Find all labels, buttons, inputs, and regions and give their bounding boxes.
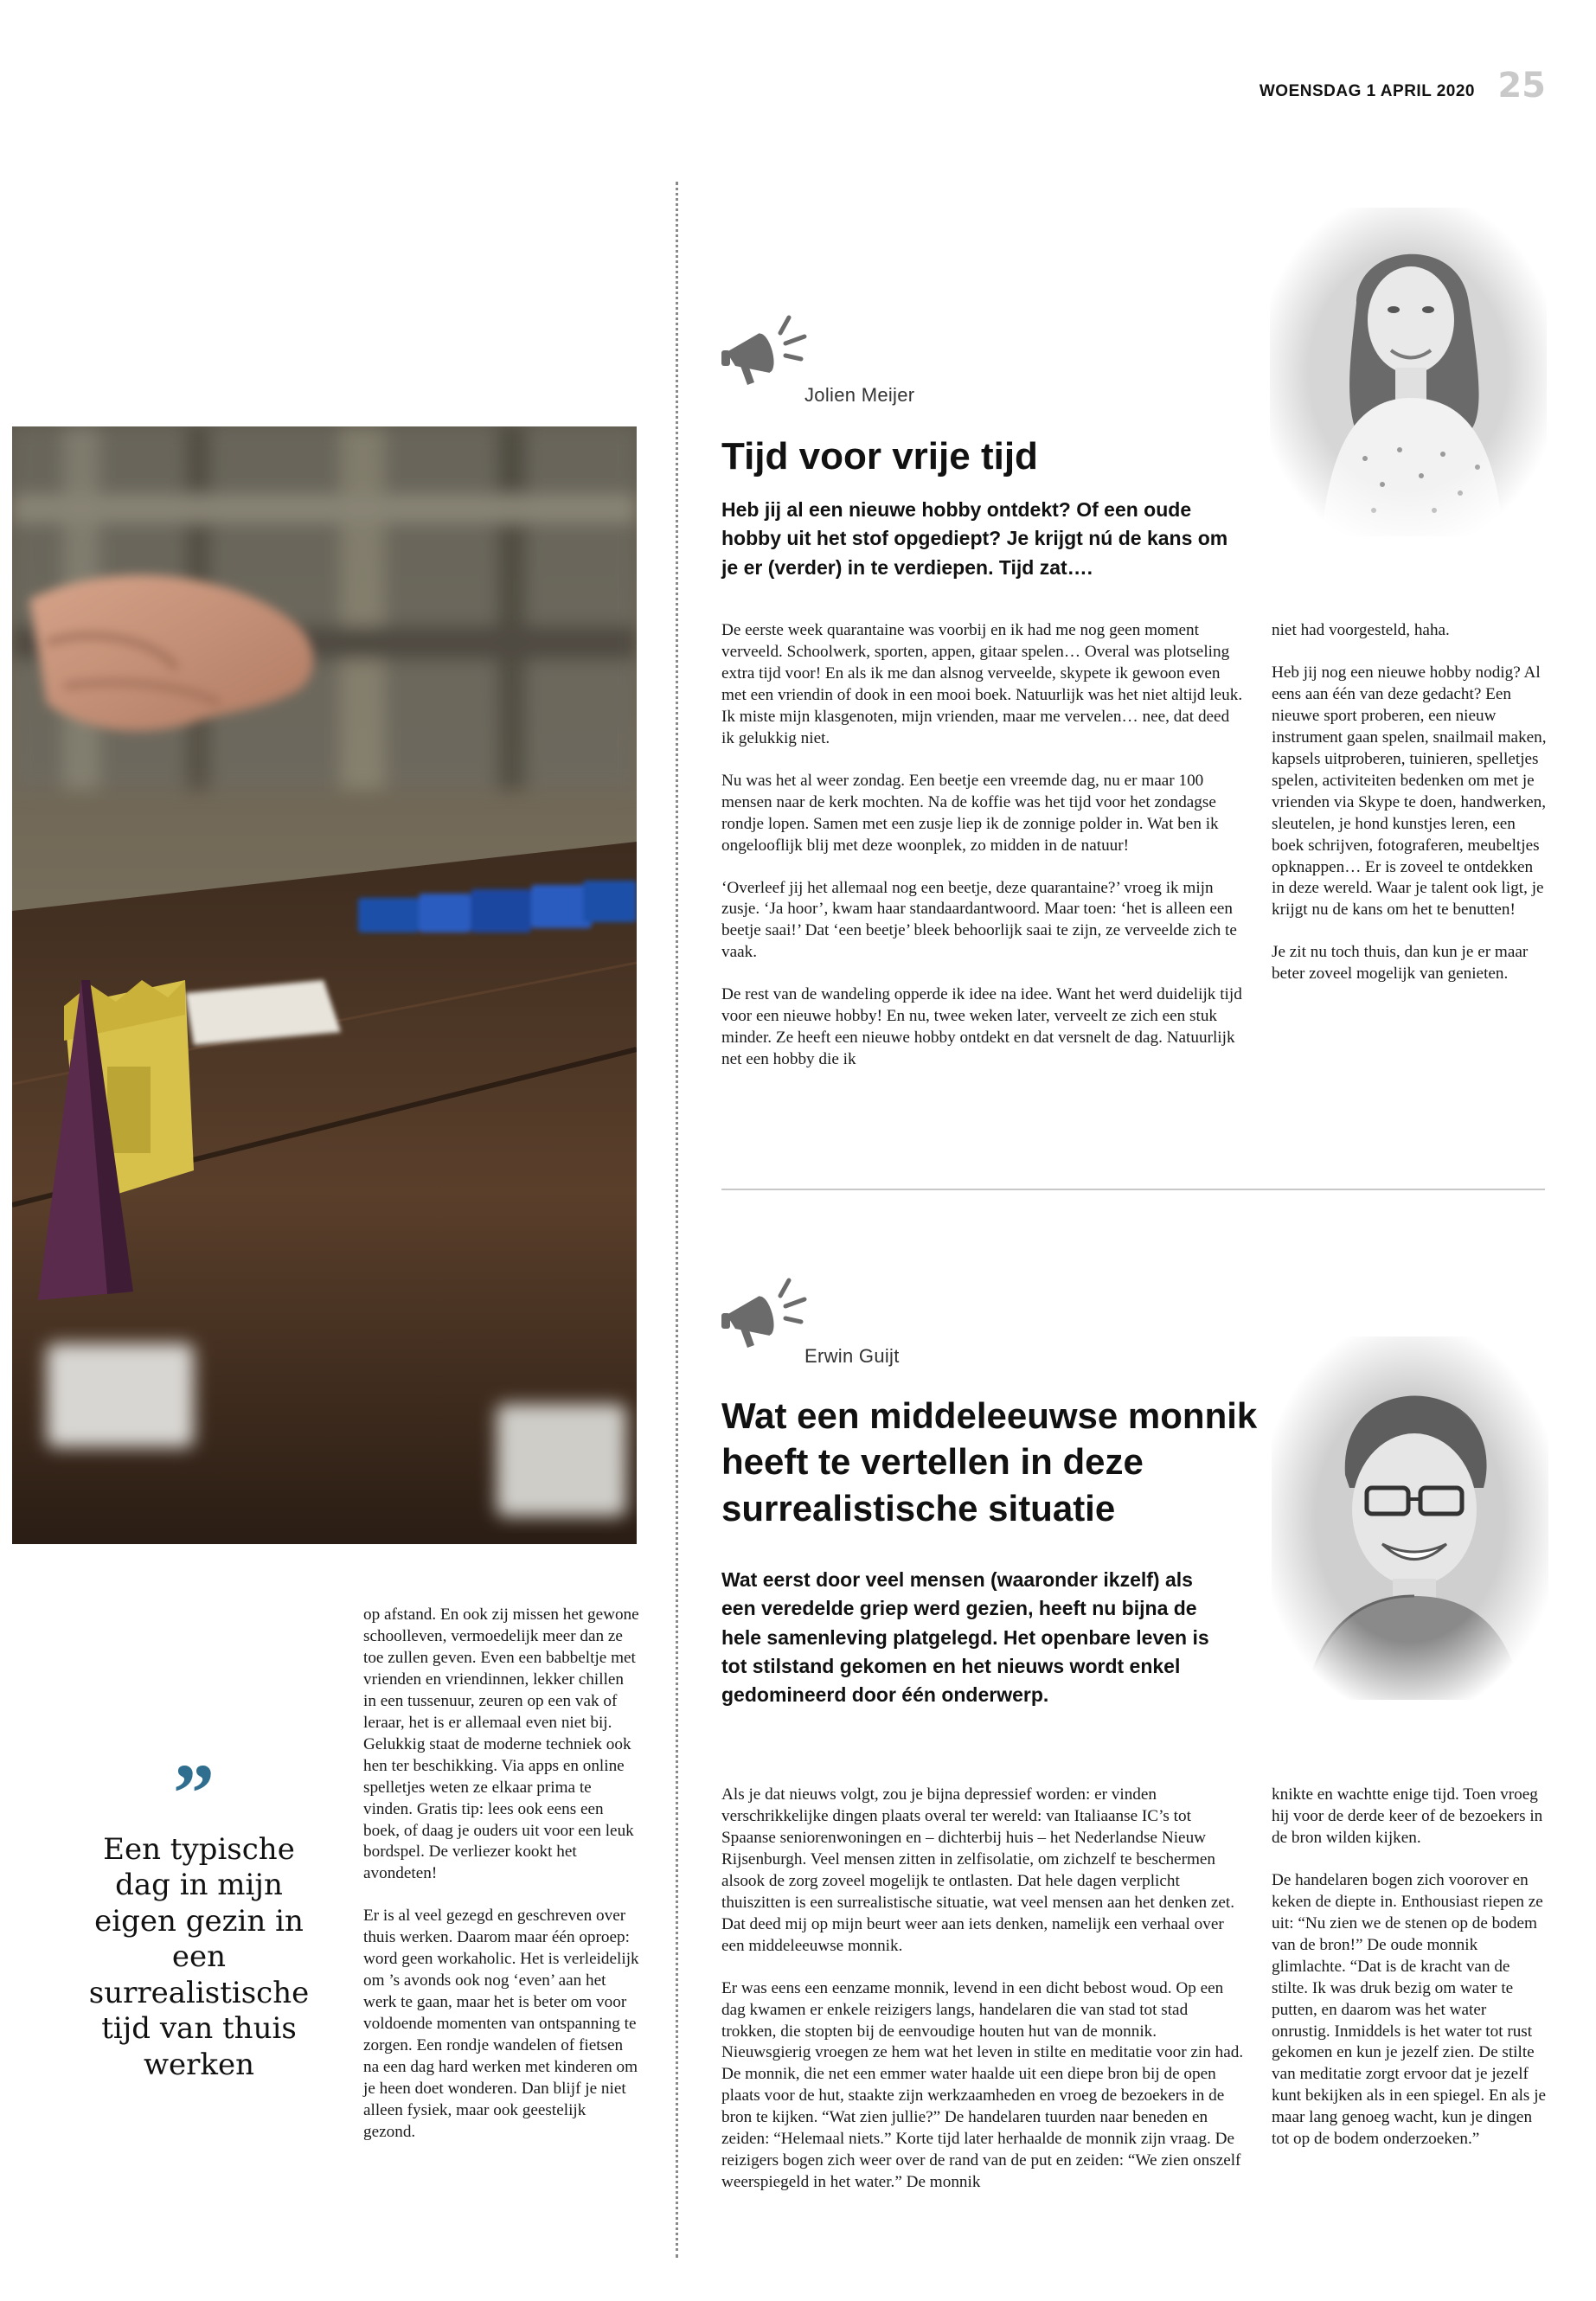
paragraph: op afstand. En ook zij missen het gewone schoolleven, vermoedelijk meer dan ze toe zullen geven. Even een babbeltje met vrienden en vriendinnen, lekker chillen in een tussenuur, zeuren op een vak of leraar, het is er allemaal even niet bij. Gelukkig staat de moderne techniek ook hen ter beschikking. Via apps en online spelletjes weten ze elkaar prima te vinden. Gratis tip: lees ook eens een boek, of daag je ouders uit voor een leuk bordspel. De verliezer kookt het avondeten!	[363, 1606, 639, 1883]
article-body-column	[721, 620, 1244, 1092]
paragraph: De handelaren bogen zich voorover en keken de diepte in. Enthousiast riepen ze uit: “Nu zien we de stenen op de bodem van de bron!” De oude monnik glimlachte. “Dat is de kracht van de stilte. Ik was druk bezig om water te putten, en daarom was het water onrustig. Inmiddels is het water tot rust gekomen en kun je jezelf zien. De stilte van meditatie zorgt ervoor dat je jezelf kunt bekijken als in een spiegel. En als je maar lang genoeg wacht, kun je dingen tot op de bodem onderzoeken.”	[1272, 1870, 1547, 2149]
author-portrait	[1272, 1336, 1548, 1700]
header-date: WOENSDAG 1 APRIL 2020	[1259, 82, 1475, 100]
article-title: Wat een middeleeuwse monnik heeft te vertellen in deze surrealistische situatie	[721, 1395, 1258, 1529]
board-game-photo	[12, 426, 637, 1544]
paragraph: Heb jij nog een nieuwe hobby nodig? Al eens aan één van deze gedacht? Een nieuwe sport proberen, een nieuw instrument gaan spelen, snailmail maken, kapsels uitproberen, tuinieren, spelletjes spelen, activiteiten bedenken om met je vrienden via Skype te doen, handwerken, sleutelen, je hond kunstjes leren, een boek schrijven, fotograferen, meubeltjes opknappen… Er is zoveel te ontdekken in deze wereld. Waar je talent ook ligt, je krijgt nu de kans om het te benutten!	[1272, 663, 1547, 920]
quote-mark-icon: ”	[173, 1747, 215, 1839]
pull-quote: Een typische dag in mijn eigen gezin in een surrealistische tijd van thuis werken	[88, 1832, 310, 2082]
page-number: 25	[1497, 66, 1546, 106]
section-divider	[721, 1189, 1545, 1190]
author-portrait	[1270, 208, 1547, 536]
paragraph: niet had voorgesteld, haha.	[1272, 621, 1450, 639]
article-lead: Wat eerst door veel mensen (waaronder ikzelf) als een veredelde griep werd gezien, heeft nu bijna de hele samenleving platgelegd. Het openbare leven is tot stilstand gekomen en het nieuws wordt enkel gedomineerd door één onderwerp.	[721, 1568, 1209, 1707]
megaphone-icon	[718, 1261, 813, 1356]
article-author: Jolien Meijer	[804, 384, 915, 406]
article-body-column	[1272, 1785, 1548, 2171]
paragraph: ‘Overleef jij het allemaal nog een beetje, deze quarantaine?’ vroeg ik mijn zusje. ‘Ja hoor’, kwam haar standaardantwoord. Maar toen: ‘het is alleen een beetje saai!’ Dat ‘een beetje’ bleek behoorlijk saai te zijn, ze verveelde zich te vaak.	[721, 878, 1237, 962]
article-title: Tijd voor vrije tijd	[721, 435, 1038, 478]
megaphone-icon	[718, 298, 813, 394]
article-body-column	[363, 1605, 640, 2164]
article-lead: Heb jij al een nieuwe hobby ontdekt? Of een oude hobby uit het stof opgediept? Je krijgt nú de kans om je er (verder) in te verdiepen. Tijd zat….	[721, 498, 1228, 579]
article-body-column	[1272, 620, 1548, 1006]
paragraph: Als je dat nieuws volgt, zou je bijna depressief worden: er vinden verschrikkelijke dingen plaats overal ter wereld: van Italiaanse IC’s tot Spaanse seniorenwoningen en – dichterbij huis – het Nederlandse Nieuw Rijsenburgh. Veel mensen zitten in zelfisolatie, om zichzelf te beschermen alsook de zorg zoveel mogelijk te ontlasten. Dat hele dagen verplicht thuiszitten is een surrealistische situatie, wat veel mensen aan het denken zet. Dat deed mij op mijn beurt weer aan iets denken, namelijk een verhaal over een middeleeuwse monnik.	[721, 1785, 1235, 1955]
article-body-column	[721, 1785, 1244, 2214]
paragraph: knikte en wachtte enige tijd. Toen vroeg hij voor de derde keer of de bezoekers in de bron wilden kijken.	[1272, 1785, 1543, 1847]
article-author: Erwin Guijt	[804, 1345, 900, 1367]
paragraph: Je zit nu toch thuis, dan kun je er maar beter zoveel mogelijk van genieten.	[1272, 943, 1529, 984]
paragraph: Nu was het al weer zondag. Een beetje een vreemde dag, nu er maar 100 mensen naar de kerk mochten. Na de koffie was het tijd voor het zondagse rondje lopen. Samen met een zusje liep ik de zonnige polder in. Wat ben ik ongelooflijk blij met deze woonplek, zo midden in de natuur!	[721, 771, 1219, 855]
paragraph: De eerste week quarantaine was voorbij en ik had me nog geen moment verveeld. Schoolwerk, sporten, appen, gitaar spelen… Overal was plotseling extra tijd voor! En als ik me dan alsnog verveelde, skypete ik gewoon even met een vriendin of dook in een mooi boek. Natuurlijk was het niet altijd leuk. Ik miste mijn klasgenoten, mijn vrienden, maar me vervelen… nee, dat deed ik gelukkig niet.	[721, 621, 1243, 747]
paragraph: Er was eens een eenzame monnik, levend in een dicht bebost woud. Op een dag kwamen er enkele reizigers langs, handelaren die van stad tot stad trokken, die stopten bij de eenvoudige houten hut van de monnik. Nieuwsgierig vroegen ze hem wat het leven in stilte en meditatie voor zin had. De monnik, die net een emmer water haalde uit een diepe bron bij de open plaats voor de hut, staakte zijn werkzaamheden en vroeg de bezoekers in de bron te kijken. “Wat zien jullie?” De handelaren tuurden naar beneden en zeiden: “Helemaal niets.” Korte tijd later herhaalde de monnik zijn vraag. De reizigers bogen zich weer over de rand van de put en zeiden: “We zien onszelf weerspiegeld in het water.” De monnik	[721, 1978, 1244, 2192]
paragraph: Er is al veel gezegd en geschreven over thuis werken. Daarom maar één oproep: word geen workaholic. Het is verleidelijk om ’s avonds ook nog ‘even’ aan het werk te gaan, maar het is beter om voor voldoende momenten van ontspanning te zorgen. Een rondje wandelen of fietsen na een dag hard werken met kinderen om je heen doet wonderen. Dan blijf je niet alleen fysiek, maar ook geestelijk gezond.	[363, 1907, 639, 2141]
column-divider	[676, 182, 678, 2258]
paragraph: De rest van de wandeling opperde ik idee na idee. Want het werd duidelijk tijd voor een nieuwe hobby! En nu, twee weken later, verveelt ze zich een stuk minder. Ze heeft een nieuwe hobby ontdekt en dat versnelt de dag. Natuurlijk net een hobby die ik	[721, 985, 1242, 1069]
